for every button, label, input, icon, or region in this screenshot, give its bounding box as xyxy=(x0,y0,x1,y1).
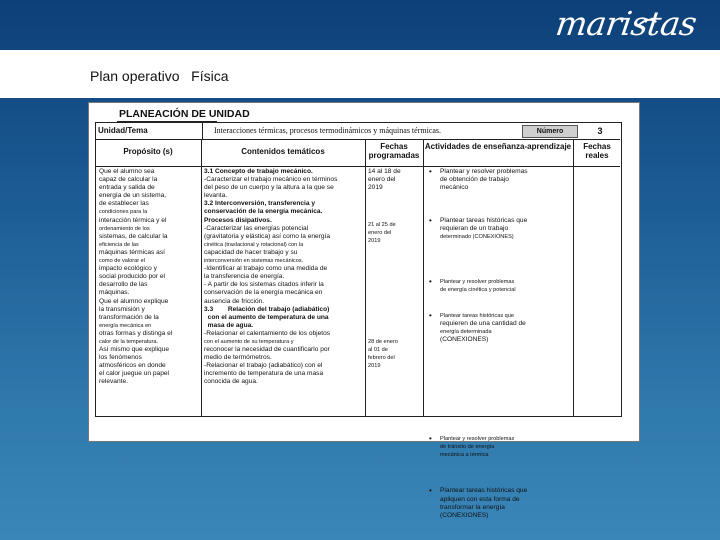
unit-label: Unidad/Tema xyxy=(98,123,203,139)
planning-document xyxy=(88,102,640,519)
activity-line: • Plantear y resolver problemas xyxy=(440,436,515,443)
contents-line: con el aumento de temperatura de una xyxy=(204,313,329,321)
purpose-line: condiciones para la xyxy=(99,209,148,216)
activity-line: requieren de una cantidad de xyxy=(440,319,526,327)
purpose-line: Que el alumno sea xyxy=(99,168,155,175)
contents-line: cinética (traslacional y rotacional) con la xyxy=(204,241,304,248)
planning-table xyxy=(95,122,622,519)
column-header-real-dates: Fechas reales xyxy=(583,142,611,160)
contents-line: levanta. xyxy=(204,192,228,200)
contents-line: 3.2 Interconversión, transferencia y xyxy=(204,200,316,208)
contents-line: del peso de un cuerpo y la altura a la que se xyxy=(204,184,334,192)
column-divider xyxy=(423,140,424,416)
column-header-planned-dates: Fechas programadas xyxy=(368,142,420,160)
activity-line: de energía cinética y potencial xyxy=(440,286,516,293)
purpose-line: impacto ecológico y xyxy=(99,265,157,273)
activity-line: (CONEXIONES) xyxy=(440,511,489,519)
purpose-cell xyxy=(99,168,200,414)
column-divider xyxy=(201,140,202,416)
purpose-line: relevante. xyxy=(99,378,128,386)
activity-line: (CONEXIONES) xyxy=(440,336,489,344)
purpose-line: social producido por el xyxy=(99,273,165,281)
planned-date-block xyxy=(368,221,422,245)
activity-line: • Plantear tareas históricas que xyxy=(440,217,528,225)
planned-date-block xyxy=(368,338,422,370)
purpose-line: como de valorar el xyxy=(99,258,146,265)
contents-line: -Caracterizar las energías potencial xyxy=(204,224,309,232)
planned-date-line: 2019 xyxy=(368,363,381,370)
contents-line: Procesos disipativos. xyxy=(204,216,272,224)
activity-line: • Plantear tareas históricas que xyxy=(440,312,515,319)
number-value: 3 xyxy=(597,126,603,136)
contents-line: 3.3 Relación del trabajo (adiabático) xyxy=(204,305,330,313)
contents-line: -Relacionar el calentamiento de los objetos xyxy=(204,329,331,337)
unit-topic: Interacciones térmicas, procesos termodinámicos y máquinas térmicas. xyxy=(214,126,442,135)
column-header-activities: Actividades de enseñanza-aprendizaje xyxy=(424,142,572,151)
contents-line: masa de agua. xyxy=(204,321,254,329)
number-label: Número xyxy=(522,125,578,138)
planned-date-line: febrero del xyxy=(368,355,395,362)
column-header-contents: Contenidos temáticos xyxy=(241,147,325,156)
purpose-line: transformación de la xyxy=(99,313,159,321)
contents-line: -Identificar al trabajo como una medida de xyxy=(204,265,328,273)
planned-date-line: 14 al 18 de xyxy=(368,168,401,175)
contents-line: capacidad de hacer trabajo y su xyxy=(204,248,298,256)
purpose-line: la transmisión y xyxy=(99,305,145,313)
activity-item xyxy=(426,278,584,294)
contents-line: incremento de temperatura de una masa xyxy=(204,370,324,378)
document-header: PLANEACIÓN DE UNIDAD xyxy=(119,108,250,120)
purpose-line: capaz de calcular la xyxy=(99,176,158,184)
column-divider xyxy=(365,140,366,416)
activity-item xyxy=(426,217,584,241)
column-header-row xyxy=(96,140,620,167)
planned-date-line: 2019 xyxy=(368,184,383,192)
purpose-line: energía de un sistema, xyxy=(99,192,167,200)
contents-line: 3.1 Concepto de trabajo mecánico. xyxy=(204,168,313,175)
activity-item xyxy=(426,487,584,519)
activity-line: • Plantear y resolver problemas xyxy=(440,278,515,285)
contents-line: medio de termómetros. xyxy=(204,354,272,362)
contents-line: con el aumento de su temperatura y xyxy=(204,338,294,345)
contents-line: -Relacionar el trabajo (adiabático) con el xyxy=(204,362,323,370)
contents-cell xyxy=(204,168,364,414)
purpose-line: atmosféricos en donde xyxy=(99,362,166,370)
activity-item xyxy=(426,168,584,192)
purpose-line: eficiencia de las xyxy=(99,241,139,248)
contents-line: conservación de la energía mecánica en xyxy=(204,289,323,297)
purpose-line: desarrollo de las xyxy=(99,281,148,289)
activity-line: de obtención de trabajo xyxy=(440,176,509,184)
planned-date-line: enero del xyxy=(368,230,392,237)
purpose-line: máquinas. xyxy=(99,289,130,297)
purpose-line: Que el alumno explique xyxy=(99,297,169,305)
planned-date-line: 21 al 25 de xyxy=(368,222,396,228)
planned-date-line: 2019 xyxy=(368,238,381,245)
activity-line: requieran de un trabajo xyxy=(440,225,509,233)
contents-line: - A partir de los sistemas citados inferir la xyxy=(204,281,324,289)
maristas-logo: maristas xyxy=(553,4,699,43)
planned-date-line: 28 de enero xyxy=(368,339,398,345)
purpose-line: ordenamiento de los xyxy=(99,225,150,232)
activity-line: apliquen con esta forma de xyxy=(440,495,520,503)
activity-line: transformar la energía xyxy=(440,503,505,511)
activity-line: de tránsito de energía xyxy=(440,444,495,451)
contents-line: conservación de la energía mecánica. xyxy=(204,208,323,216)
activity-line: determinado (CONEXIONES) xyxy=(440,234,514,241)
purpose-line: interacción térmica y el xyxy=(99,216,167,224)
activity-item xyxy=(426,435,584,459)
planned-date-block xyxy=(368,168,422,192)
activity-line: • Plantear y resolver problemas xyxy=(440,168,528,175)
purpose-line: Así mismo que explique xyxy=(99,346,170,354)
contents-line: (gravitatoria y elástica) así como la energía xyxy=(204,232,331,240)
planned-date-line: al 01 de xyxy=(368,347,388,354)
purpose-line: los fenómenos xyxy=(99,354,142,362)
contents-line: -Caracterizar el trabajo mecánico en términos xyxy=(204,176,338,184)
activity-line: mecánica a térmica xyxy=(440,452,489,459)
unit-meta-row xyxy=(96,123,620,140)
logo-accent-mark xyxy=(635,18,658,28)
column-header-purpose: Propósito (s) xyxy=(123,147,173,156)
purpose-line: máquinas térmicas así xyxy=(99,248,165,256)
planned-date-line: enero del xyxy=(368,176,396,184)
purpose-line: calor de la temperatura. xyxy=(99,338,159,345)
contents-line: interconversión en sistemas mecánicos. xyxy=(204,258,304,265)
purpose-line: entrada y salida de xyxy=(99,184,155,192)
contents-line: la transferencia de energía. xyxy=(204,273,285,281)
contents-line: reconocer la necesidad de cuantificarlo por xyxy=(204,346,330,354)
purpose-line: de establecer las xyxy=(99,200,149,208)
activity-item xyxy=(426,312,584,344)
purpose-line: sistemas, de calcular la xyxy=(99,232,168,240)
purpose-line: el calor juegue un papel xyxy=(99,370,170,378)
slide-title: Plan operativo Física xyxy=(90,68,229,84)
activity-line: mecánico xyxy=(440,184,469,192)
contents-line: ausencia de fricción. xyxy=(204,297,265,305)
purpose-line: energía mecánica en xyxy=(99,322,152,329)
purpose-line: otras formas y distinga el xyxy=(99,329,173,337)
activity-line: • Plantear tareas históricas que xyxy=(440,487,528,495)
activity-line: energía determinada xyxy=(440,328,492,335)
contents-line: conocida de agua. xyxy=(204,378,258,386)
